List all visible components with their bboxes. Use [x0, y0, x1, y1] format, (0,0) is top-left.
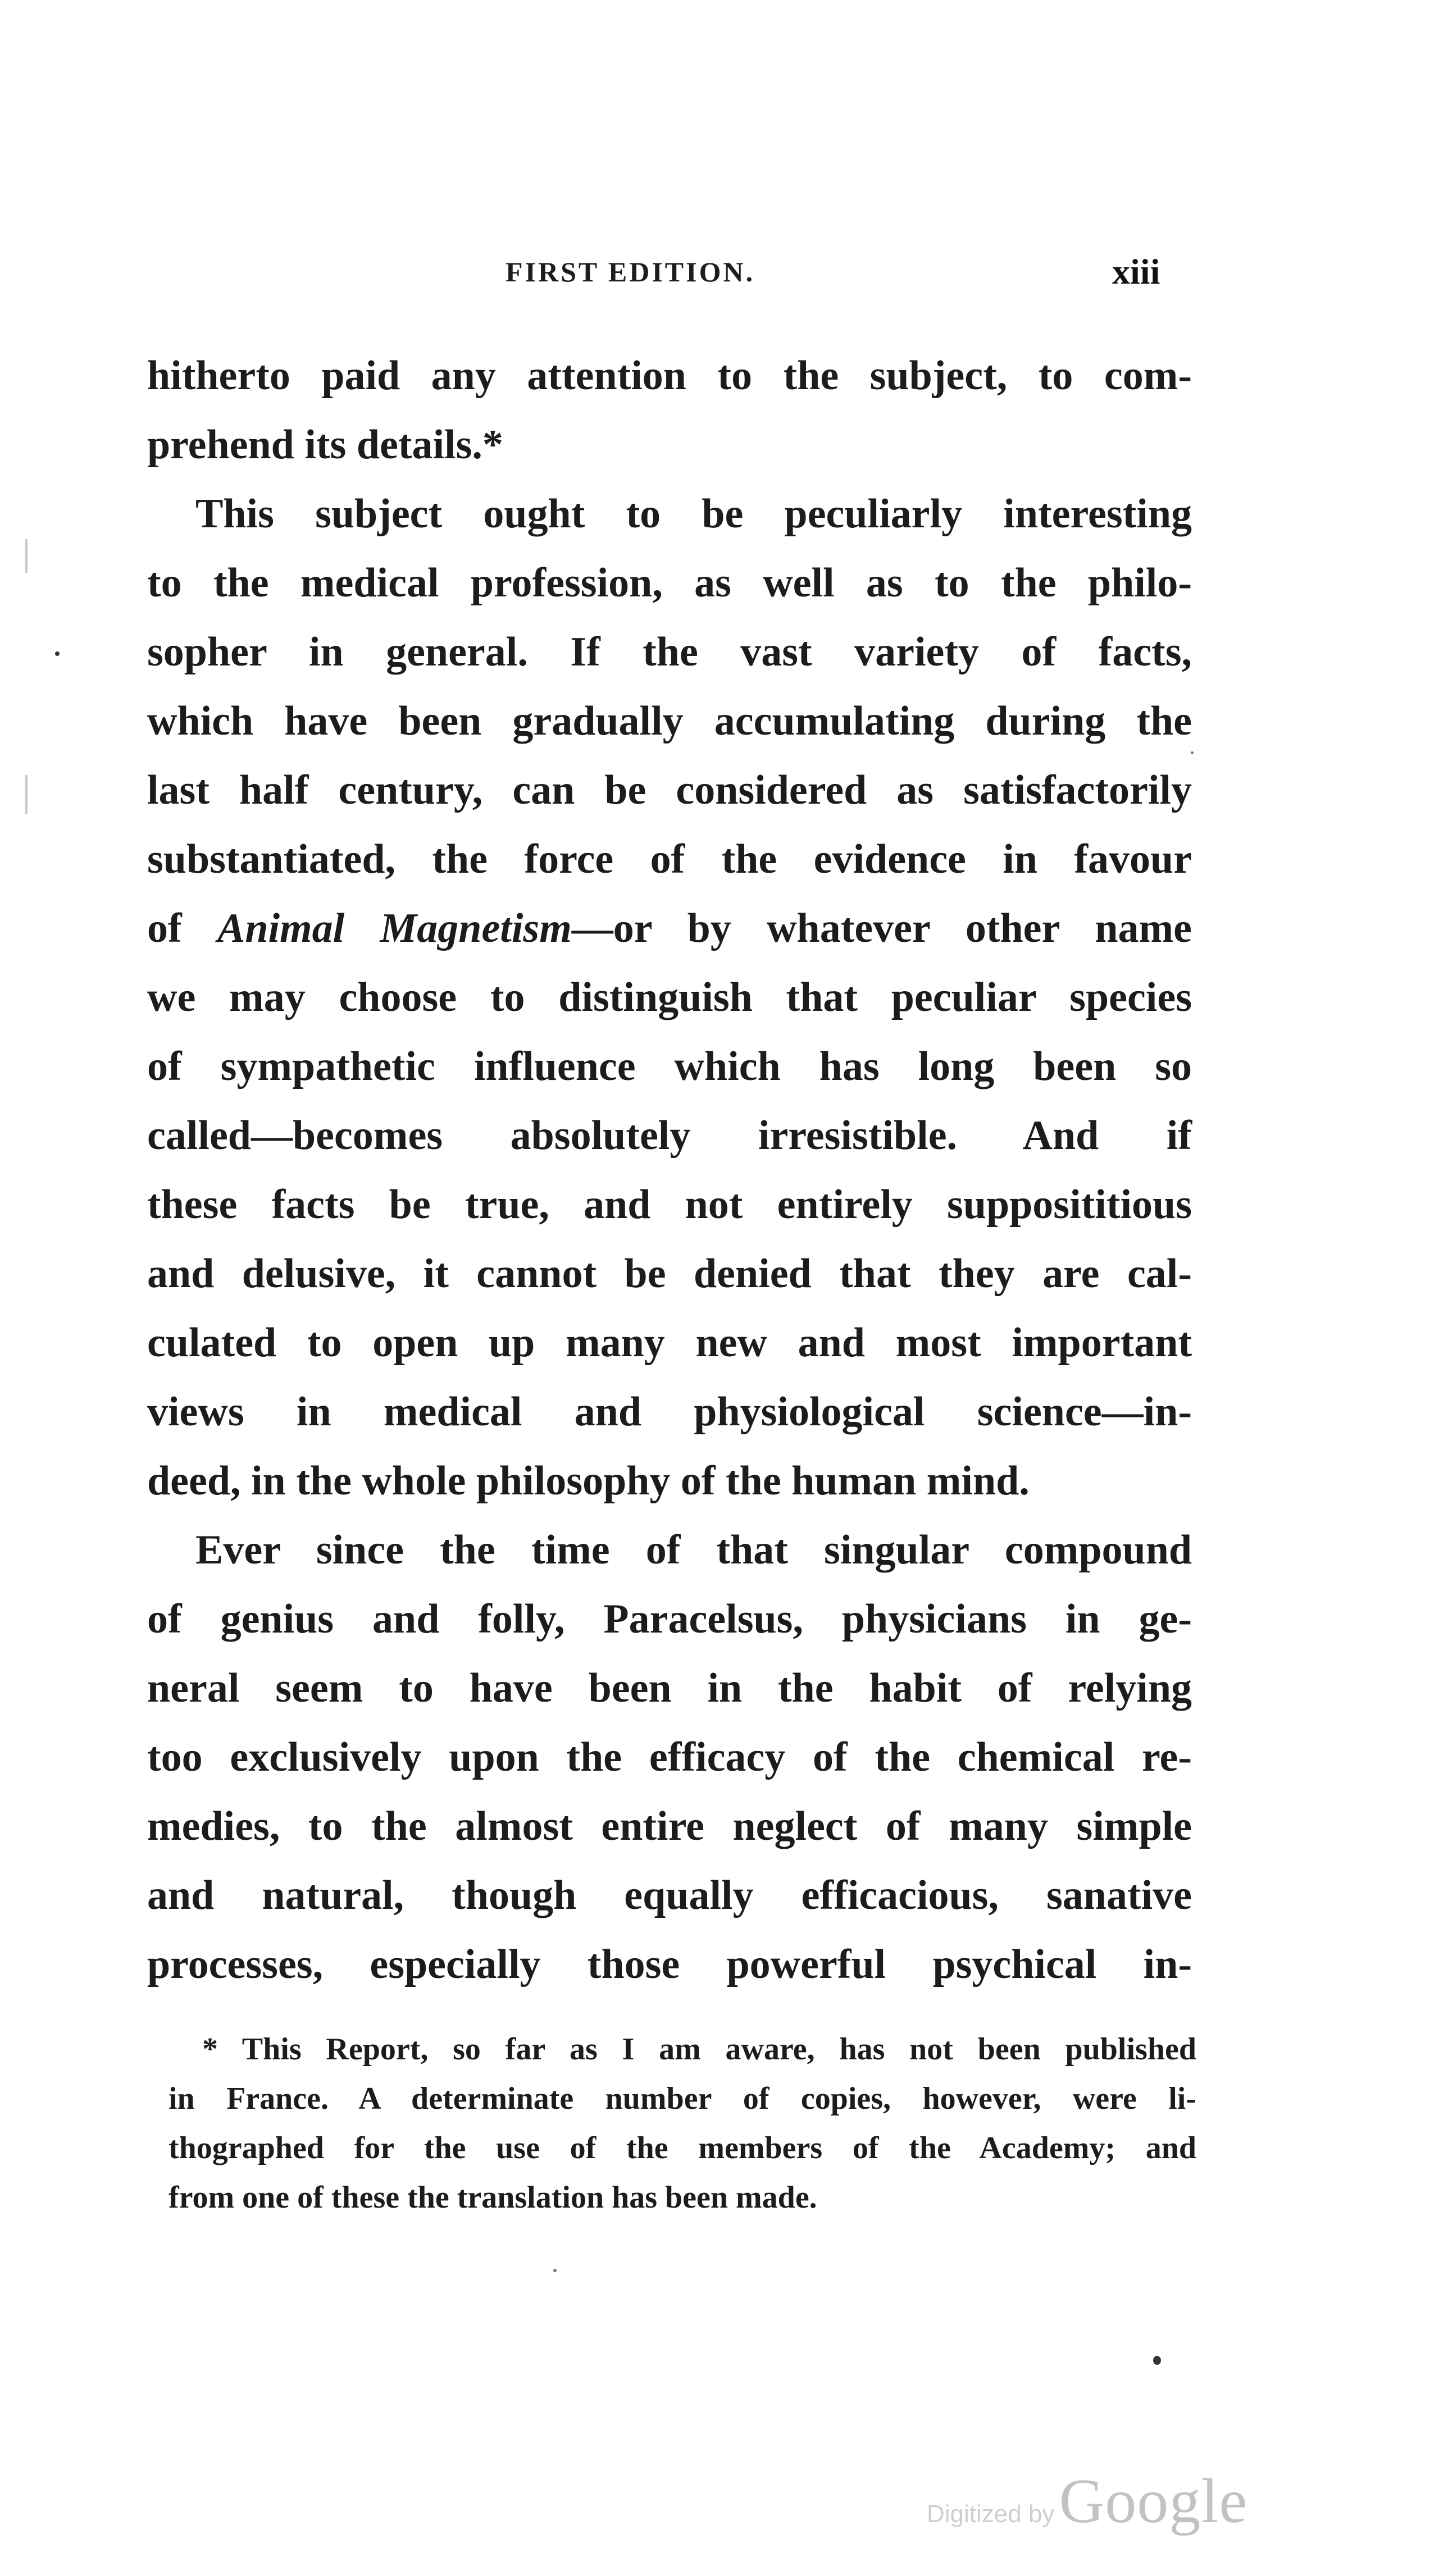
text-line: substantiated, the force of the evidence in favour [147, 836, 1192, 882]
scan-speck [1191, 751, 1194, 754]
text-line: too exclusively upon the efficacy of the chemical re- [147, 1734, 1192, 1780]
text-line: processes, especially those powerful psychical in- [147, 1941, 1192, 1987]
watermark-prefix: Digitized by [927, 2500, 1055, 2528]
text-line-with-emphasis [147, 894, 1192, 963]
footnote-line: in France. A determinate number of copies, however, were li- [169, 2081, 1196, 2116]
text-line: prehend its details.* [147, 422, 503, 468]
text-line: deed, in the whole philosophy of the human mind. [147, 1458, 1030, 1504]
emphasized-term: Animal Magnetism [217, 905, 572, 951]
paragraph-start-line: This subject ought to be peculiarly interesting [195, 491, 1192, 537]
digitized-watermark [927, 2465, 1247, 2538]
scan-speck [553, 2269, 557, 2272]
running-header: FIRST EDITION. [506, 256, 755, 288]
text-line: to the medical profession, as well as to the philo- [147, 560, 1192, 606]
text-segment: of [147, 905, 182, 951]
text-line: of genius and folly, Paracelsus, physicians in ge- [147, 1596, 1192, 1642]
page-number: xiii [1112, 252, 1160, 291]
footnote [169, 2025, 1196, 2222]
text-line: of sympathetic influence which has long been so [147, 1043, 1192, 1089]
scan-speck [55, 651, 60, 656]
body-text [147, 341, 1192, 1999]
text-line: neral seem to have been in the habit of relying [147, 1665, 1192, 1711]
margin-mark [25, 775, 28, 814]
text-line: these facts be true, and not entirely supposititious [147, 1182, 1192, 1228]
scan-speck [1153, 2356, 1161, 2365]
text-segment: —or by whatever other name [571, 905, 1192, 951]
text-line: last half century, can be considered as satisfactorily [147, 767, 1192, 813]
text-line: sopher in general. If the vast variety of facts, [147, 629, 1192, 675]
text-line: hitherto paid any attention to the subject, to com- [147, 353, 1192, 399]
paragraph-start-line: Ever since the time of that singular compound [195, 1527, 1192, 1573]
text-line: and natural, though equally efficacious, sanative [147, 1872, 1192, 1918]
text-line: views in medical and physiological science—in- [147, 1389, 1192, 1435]
footnote-line: from one of these the translation has been made. [169, 2180, 817, 2215]
text-line: we may choose to distinguish that peculiar species [147, 974, 1192, 1020]
text-line: culated to open up many new and most important [147, 1320, 1192, 1366]
footnote-line: thographed for the use of the members of the Academy; and [169, 2131, 1196, 2165]
margin-mark [25, 539, 28, 573]
text-line: called—becomes absolutely irresistible. And if [147, 1113, 1192, 1159]
text-line: which have been gradually accumulating during the [147, 698, 1192, 744]
footnote-line: * This Report, so far as I am aware, has not been published [202, 2032, 1196, 2067]
watermark-brand-logo: Google [1059, 2466, 1248, 2536]
text-line: and delusive, it cannot be denied that they are cal- [147, 1251, 1192, 1297]
text-line: medies, to the almost entire neglect of many simple [147, 1803, 1192, 1849]
